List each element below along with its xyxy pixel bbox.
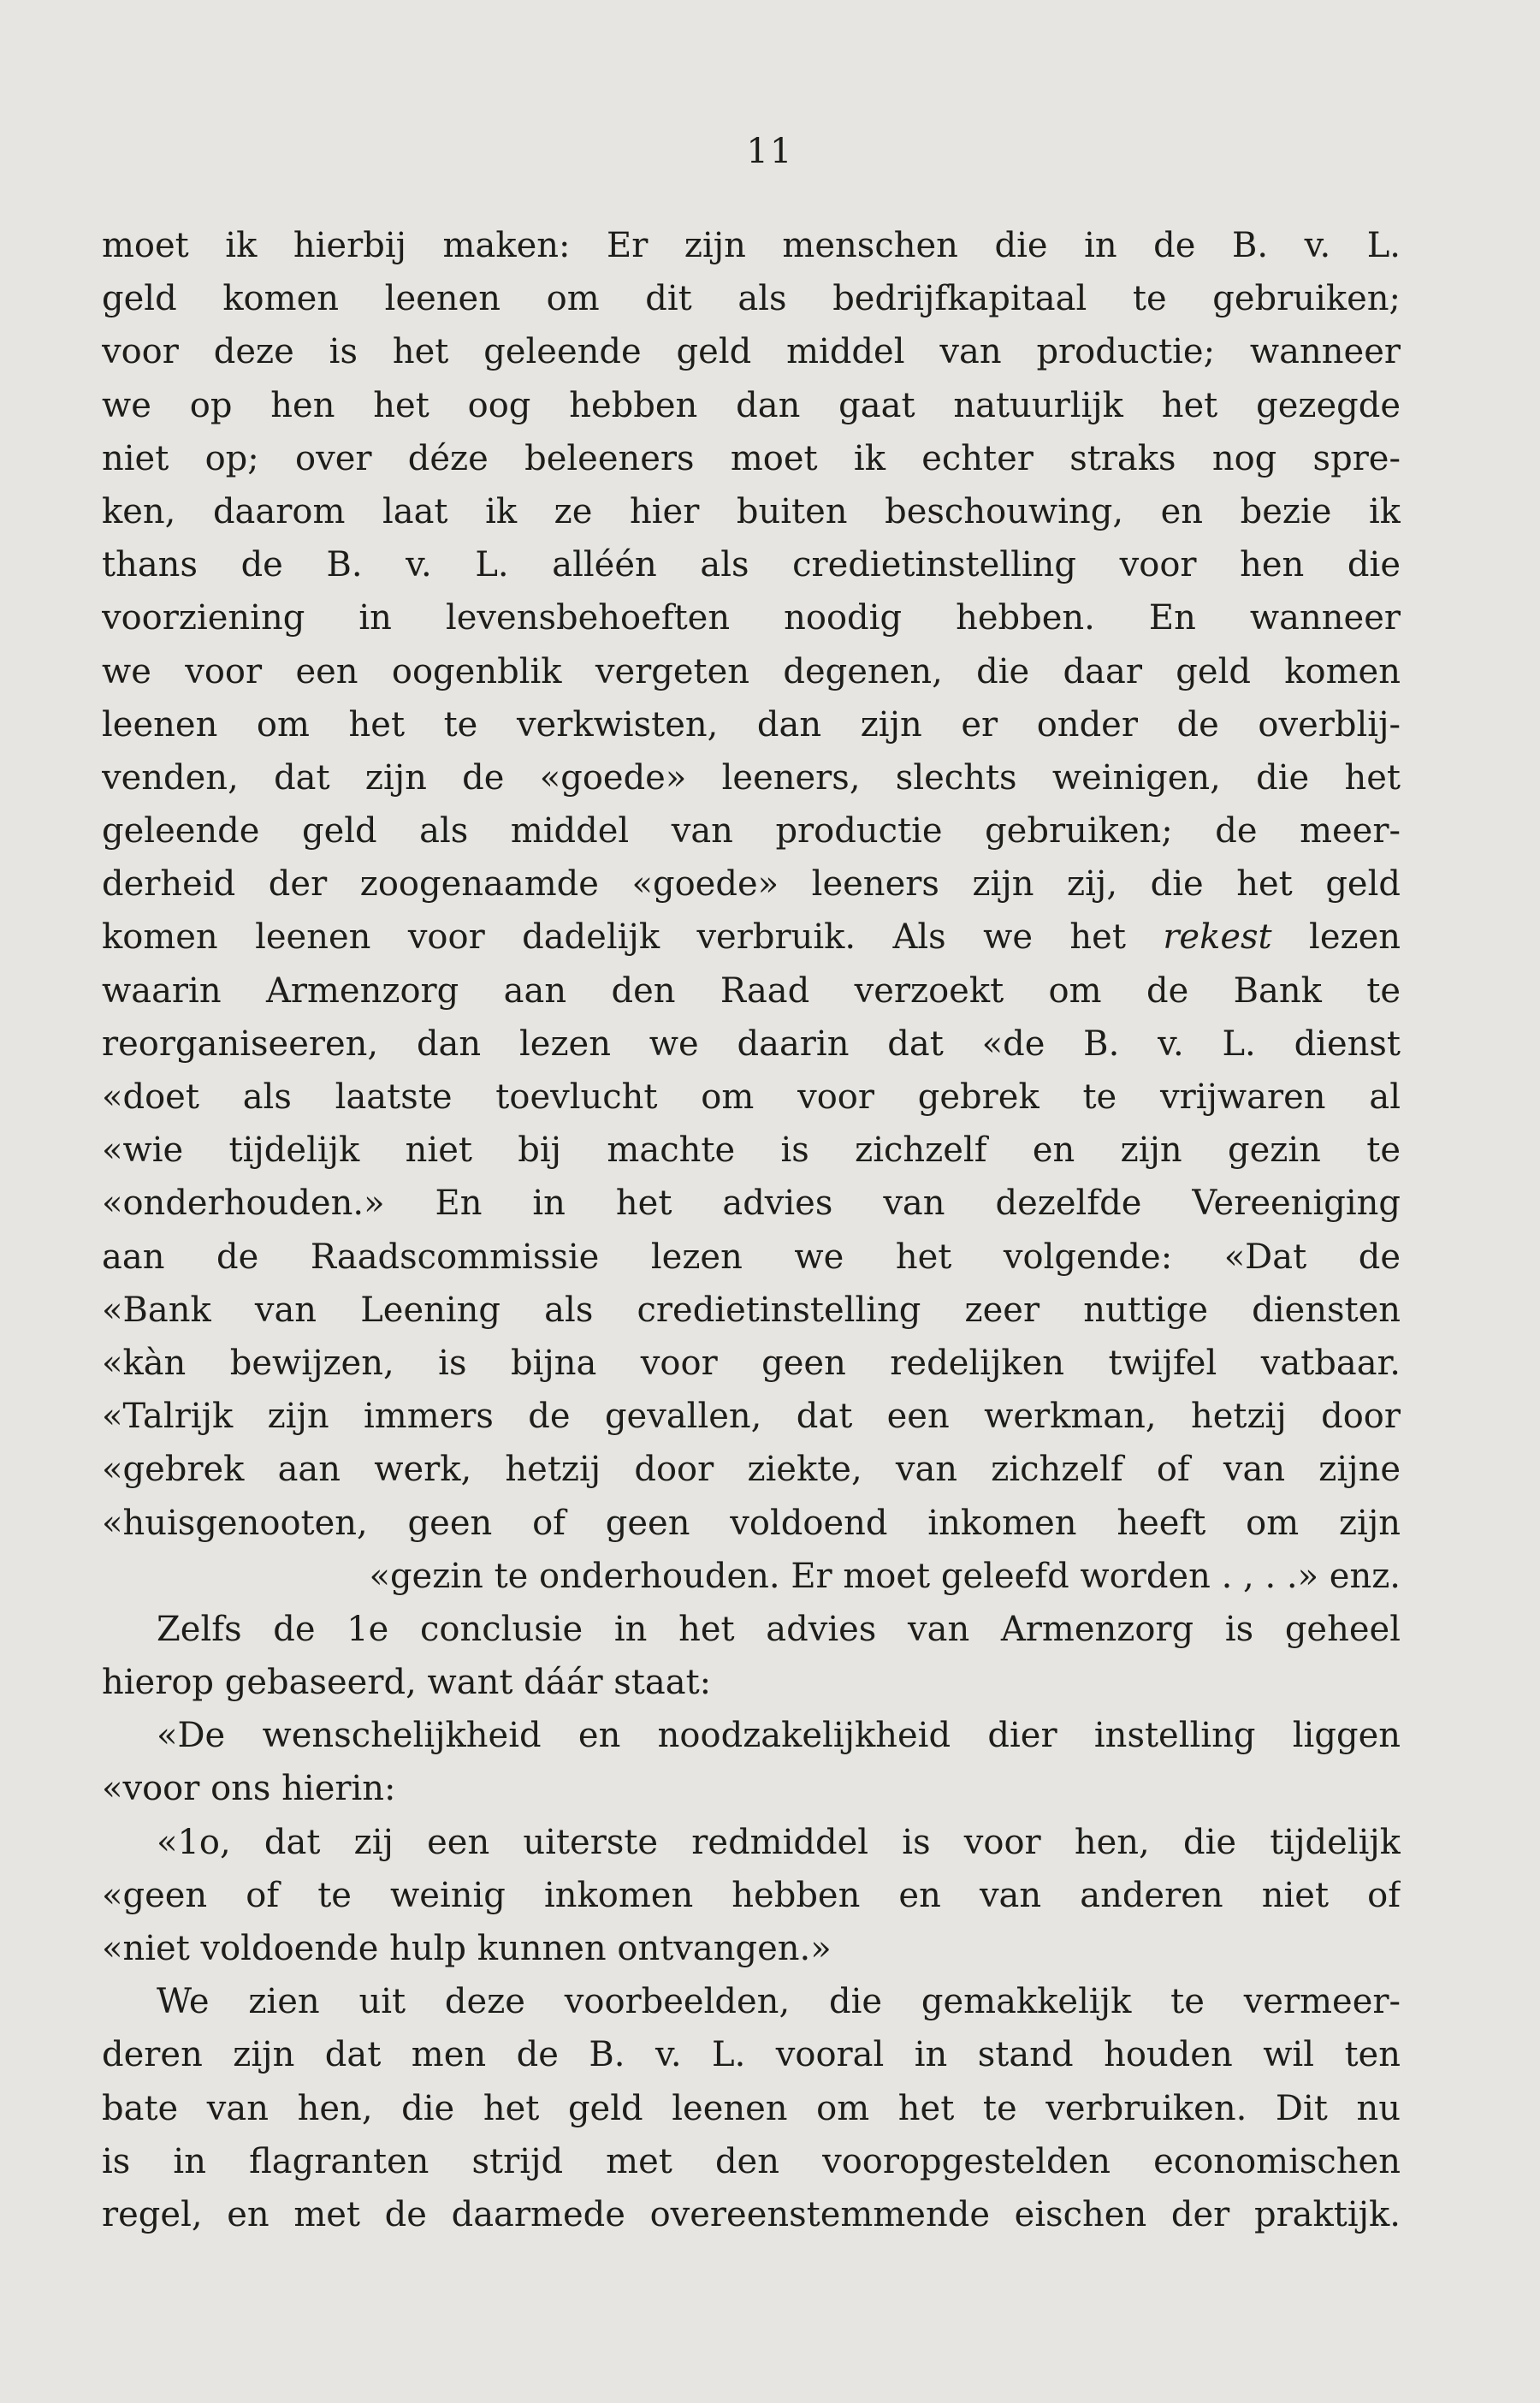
text-line: is in flagranten strijd met den vooropgestelden economischen (102, 2141, 1401, 2181)
text-line: derheid der zoogenaamde «goede» leeners zijn zij, die het geld (102, 864, 1401, 905)
text-line: «De wenschelijkheid en noodzakelijkheid dier instelling liggen (157, 1716, 1401, 1756)
text-line: leenen om het te verkwisten, dan zijn er onder de overblij- (102, 704, 1401, 745)
text-line: bate van hen, die het geld leenen om het te verbruiken. Dit nu (102, 2088, 1401, 2128)
text-line: regel, en met de daarmede overeenstemmende eischen der praktijk. (102, 2194, 1401, 2234)
text-line: «kàn bewijzen, is bijna voor geen redelijken twijfel vatbaar. (102, 1343, 1401, 1383)
text-line: we op hen het oog hebben dan gaat natuurlijk het gezegde (102, 385, 1401, 425)
text-line: voorziening in levensbehoeften noodig hebben. En wanneer (102, 598, 1401, 638)
text-line: hierop gebaseerd, want dáár staat: (102, 1663, 712, 1703)
text-line: reorganiseeren, dan lezen we daarin dat «de B. v. L. dienst (102, 1024, 1401, 1064)
text-segment: lezen (1309, 917, 1401, 958)
text-line: geleende geld als middel van productie gebruiken; de meer- (102, 811, 1401, 851)
text-line: «Bank van Leening als credietinstelling zeer nuttige diensten (102, 1290, 1401, 1330)
text-line: «geen of te weinig inkomen hebben en van anderen niet of (102, 1875, 1401, 1915)
text-line: thans de B. v. L. alléén als credietinstelling voor hen die (102, 545, 1401, 585)
text-line: we voor een oogenblik vergeten degenen, die daar geld komen (102, 651, 1401, 691)
text-line: geld komen leenen om dit als bedrijfkapitaal te gebruiken; (102, 279, 1401, 319)
text-line: «1o, dat zij een uiterste redmiddel is voor hen, die tijdelijk (157, 1822, 1401, 1862)
text-segment: komen leenen voor dadelijk verbruik. Als we het (102, 917, 1126, 958)
text-line: «huisgenooten, geen of geen voldoend inkomen heeft om zijn (102, 1503, 1401, 1543)
body-text (102, 219, 1401, 2241)
text-line: «Talrijk zijn immers de gevallen, dat een werkman, hetzij door (102, 1397, 1401, 1437)
text-line: aan de Raadscommissie lezen we het volgende: «Dat de (102, 1237, 1401, 1277)
text-line: «gebrek aan werk, hetzij door ziekte, van zichzelf of van zijne (102, 1450, 1401, 1490)
page-number: 11 (746, 132, 794, 171)
text-line: «wie tijdelijk niet bij machte is zichzelf en zijn gezin te (102, 1130, 1401, 1171)
text-line: Zelfs de 1e conclusie in het advies van Armenzorg is geheel (157, 1609, 1401, 1649)
text-line: venden, dat zijn de «goede» leeners, slechts weinigen, die het (102, 757, 1401, 798)
text-line: We zien uit deze voorbeelden, die gemakkelijk te vermeer- (157, 1982, 1401, 2022)
text-line: «doet als laatste toevlucht om voor gebrek te vrijwaren al (102, 1077, 1401, 1117)
text-line: deren zijn dat men de B. v. L. vooral in stand houden wil ten (102, 2035, 1401, 2075)
text-line: «gezin te onderhouden. Er moet geleefd worden . , . .» enz. (369, 1556, 1401, 1596)
text-line: «niet voldoende hulp kunnen ontvangen.» (102, 1929, 832, 1968)
text-line: ken, daarom laat ik ze hier buiten beschouwing, en bezie ik (102, 491, 1401, 531)
text-line: voor deze is het geleende geld middel van productie; wanneer (102, 332, 1401, 372)
text-line: niet op; over déze beleeners moet ik echter straks nog spre- (102, 438, 1401, 478)
text-line-with-italic (102, 911, 1401, 964)
text-line: «onderhouden.» En in het advies van dezelfde Vereeniging (102, 1184, 1401, 1224)
text-line: «voor ons hierin: (102, 1769, 396, 1809)
text-line: waarin Armenzorg aan den Raad verzoekt om de Bank te (102, 970, 1401, 1011)
italic-word: rekest (1163, 917, 1272, 958)
text-line: moet ik hierbij maken: Er zijn menschen die in de B. v. L. (102, 226, 1401, 265)
